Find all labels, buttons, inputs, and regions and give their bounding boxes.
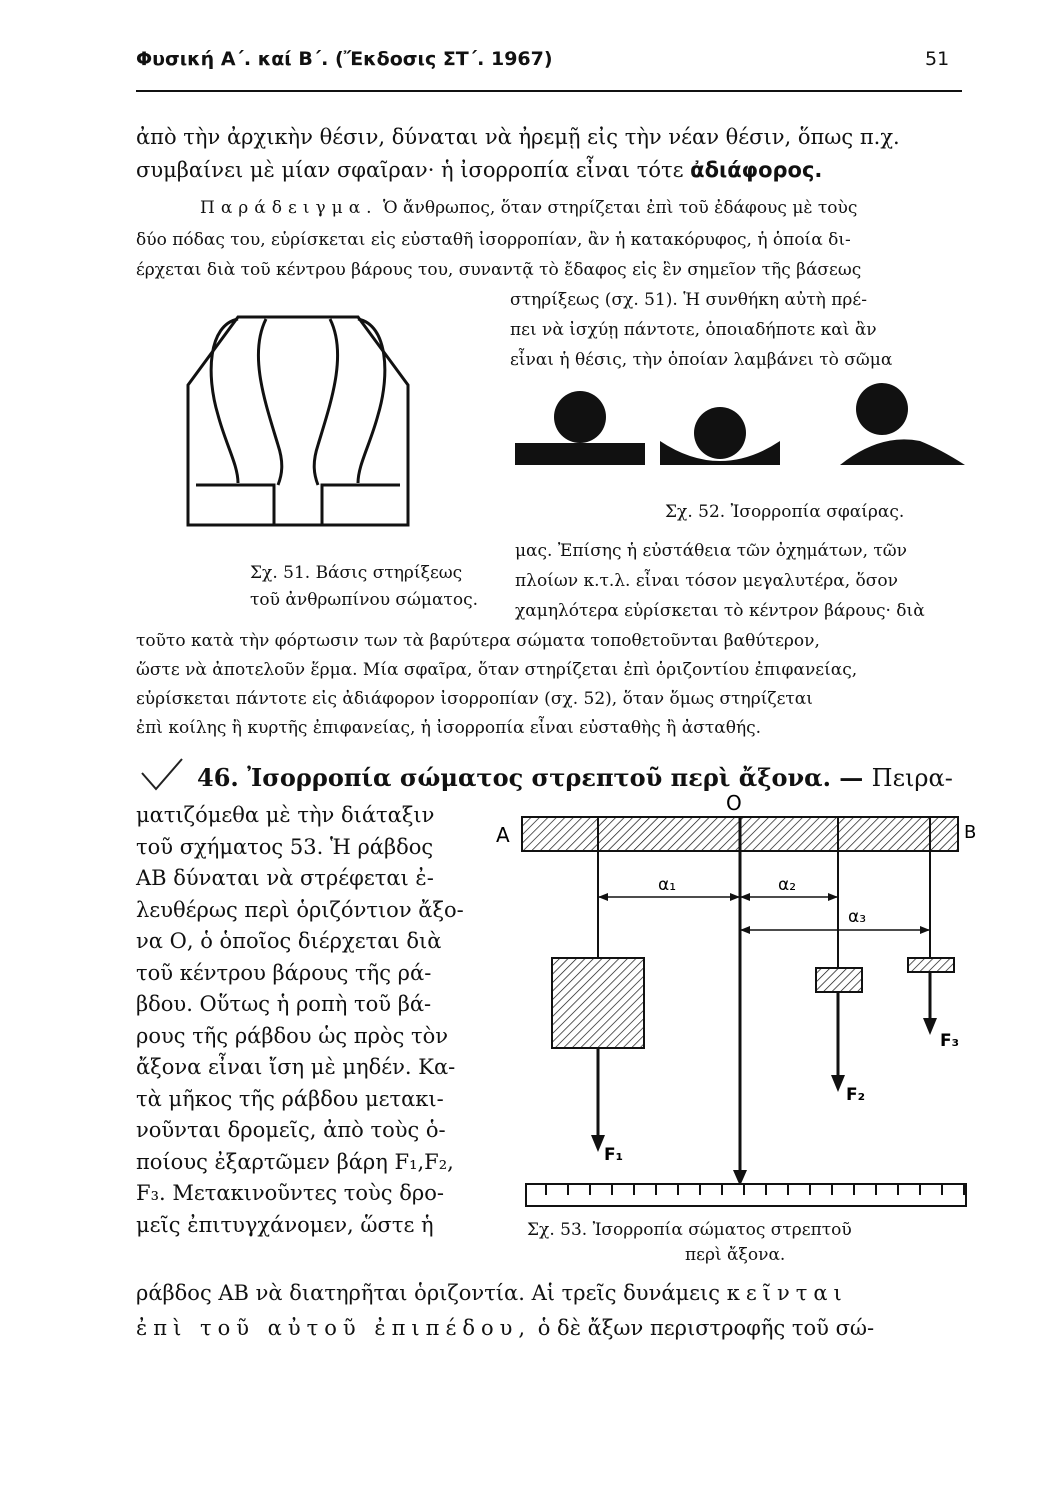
section-46-body (136, 805, 464, 1246)
force-F1-arrowhead (591, 1135, 605, 1152)
s46-line: τοῦ σχήματος 53. Ἡ ράβδος (136, 834, 434, 859)
example-line6: εἶναι ἡ θέσις, τὴν ὁποίαν λαμβάνει τὸ σῶμα (510, 350, 893, 370)
para2-line3: χαμηλότερα εὑρίσκεται τὸ κέντρον βάρους· διὰ (515, 601, 925, 621)
s46-line: ΑΒ δύναται νὰ στρέφεται ἐ- (136, 866, 434, 890)
example-line1-text: Ὁ ἄνθρωπος, ὅταν στηρίζεται ἐπὶ τοῦ ἐδάφους μὲ τοὺς (383, 198, 858, 218)
fig52-caption: Σχ. 52. Ἰσορροπία σφαίρας. (665, 502, 905, 522)
s46-line: ρους τῆς ράβδου ὡς πρὸς τὸν (136, 1023, 449, 1048)
para1-line2 (136, 160, 822, 181)
s46-line: λευθέρως περὶ ὁριζόντιον ἄξο- (136, 897, 464, 922)
flat-surface (515, 443, 645, 465)
s46-last2-spaced: ἐπὶ τοῦ αὐτοῦ ἐπιπέδου, (136, 1316, 532, 1340)
s46-line: τὰ μῆκος τῆς ράβδου μετακι- (136, 1086, 444, 1111)
running-header: Φυσική Α΄. καί Β΄. (Ἔκδοσις ΣΤ΄. 1967) (136, 48, 553, 70)
label-B: B (964, 822, 977, 843)
force-F2-arrowhead (831, 1075, 845, 1092)
fig52-spheres-diagram (510, 385, 970, 475)
label-a1: α₁ (658, 875, 677, 895)
force-F3-arrowhead (923, 1018, 937, 1035)
example-label: Παράδειγμα. (200, 198, 378, 218)
label-F2: F₂ (846, 1085, 866, 1105)
label-O: O (726, 791, 742, 815)
check-mark-icon (138, 755, 188, 795)
example-line4: στηρίξεως (σχ. 51). Ἡ συνθήκη αὐτὴ πρέ- (510, 290, 867, 310)
weight-1 (552, 958, 644, 1048)
s46-line: ματιζόμεθα μὲ τὴν διάταξιν (136, 803, 435, 827)
fig53-lever-diagram (490, 790, 977, 1215)
para2-line4: τοῦτο κατὰ τὴν φόρτωσιν των τὰ βαρύτερα σώματα τοποθετοῦνται βαθύτερον, (136, 631, 820, 651)
header-rule (136, 90, 962, 92)
weight-3 (908, 958, 954, 972)
sphere-in-concave (694, 407, 746, 459)
fig51-caption-line2: τοῦ ἀνθρωπίνου σώματος. (250, 590, 478, 610)
ruler (526, 1184, 966, 1206)
example-line1 (200, 200, 857, 217)
s46-line: ἄξονα εἶναι ἴση μὲ μηδέν. Κα- (136, 1055, 456, 1079)
s46-last1-text: ράβδος ΑΒ νὰ διατηρῆται ὁριζοντία. Αἱ τρεῖς δυνάμεις (136, 1281, 721, 1305)
s46-line: να Ο, ὁ ὁποῖος διέρχεται διὰ (136, 929, 442, 953)
s46-line-last1 (136, 1283, 848, 1304)
label-F3: F₃ (940, 1031, 960, 1051)
fig53-caption-line2: περὶ ἄξονα. (685, 1245, 786, 1265)
label-A: A (496, 823, 510, 847)
para2-line2: πλοίων κ.τ.λ. εἶναι τόσον μεγαλυτέρα, ὅσον (515, 571, 898, 591)
para1-line2-text: συμβαίνει μὲ μίαν σφαῖραν· ἡ ἰσορροπία εἶναι τότε (136, 158, 684, 182)
s46-line: νοῦνται δρομεῖς, ἀπὸ τοὺς ὁ- (136, 1118, 446, 1142)
s46-line-last2 (136, 1318, 874, 1339)
example-line5: πει νὰ ἰσχύῃ πάντοτε, ὁποιαδήποτε καὶ ἂν (510, 320, 877, 340)
section-46-title-rest: Πειρα- (871, 764, 953, 792)
para2-line7: ἐπὶ κοίλης ἢ κυρτῆς ἐπιφανείας, ἡ ἰσορροπία εἶναι εὐσταθὴς ἢ ἀσταθής. (136, 718, 762, 738)
label-F1: F₁ (604, 1145, 624, 1165)
label-a3: α₃ (848, 907, 867, 927)
s46-line: ποίους ἐξαρτῶμεν βάρη F₁,F₂, (136, 1149, 454, 1174)
example-line2: δύο πόδας του, εὑρίσκεται εἰς εὐσταθῆ ἰσορροπίαν, ἂν ἡ κατακόρυφος, ἡ ὁποία δι- (136, 230, 851, 250)
fig51-caption-line1: Σχ. 51. Βάσις στηρίξεως (250, 563, 463, 583)
s46-line: βδου. Οὕτως ἡ ροπὴ τοῦ βά- (136, 992, 432, 1016)
s46-last1-spaced: κεῖνται (726, 1281, 848, 1305)
convex-surface (840, 439, 965, 465)
para2-line1: μας. Ἐπίσης ἡ εὐστάθεια τῶν ὀχημάτων, τῶν (515, 541, 907, 561)
section-46-heading (197, 763, 953, 792)
page-number: 51 (925, 48, 950, 70)
label-a2: α₂ (778, 875, 797, 895)
weight-2 (816, 968, 862, 992)
s46-line: F₃. Μετακινοῦντες τοὺς δρο- (136, 1181, 444, 1205)
term-indifferent: ἀδιάφορος. (690, 158, 823, 182)
example-line3: έρχεται διὰ τοῦ κέντρου βάρους του, συναντᾷ τὸ ἔδαφος εἰς ἓν σημεῖον τῆς βάσεως (136, 260, 862, 280)
sphere-on-convex (856, 383, 908, 435)
s46-line: μεῖς ἐπιτυγχάνομεν, ὥστε ἡ (136, 1212, 434, 1237)
sphere-on-flat (554, 391, 606, 443)
para2-line6: εὑρίσκεται πάντοτε εἰς ἀδιάφορον ἰσορροπίαν (σχ. 52), ὅταν ὅμως στηρίζεται (136, 689, 813, 709)
para1-line1: ἀπὸ τὴν ἀρχικὴν θέσιν, δύναται νὰ ἠρεμῇ εἰς τὴν νέαν θέσιν, ὅπως π.χ. (136, 125, 900, 149)
s46-line: τοῦ κέντρου βάρους τῆς ρά- (136, 960, 432, 985)
para2-line5: ὥστε νὰ ἀποτελοῦν ἕρμα. Μία σφαῖρα, ὅταν στηρίζεται ἐπὶ ὁριζοντίου ἐπιφανείας, (136, 660, 858, 680)
section-46-title: 46. Ἰσορροπία σώματος στρεπτοῦ περὶ ἄξονα. — (197, 763, 864, 792)
s46-last2-text: ὁ δὲ ἄξων περιστροφῆς τοῦ σώ- (537, 1316, 875, 1340)
fig53-caption-line1: Σχ. 53. Ἰσορροπία σώματος στρεπτοῦ (527, 1220, 852, 1240)
fig51-feet-diagram (178, 305, 418, 545)
